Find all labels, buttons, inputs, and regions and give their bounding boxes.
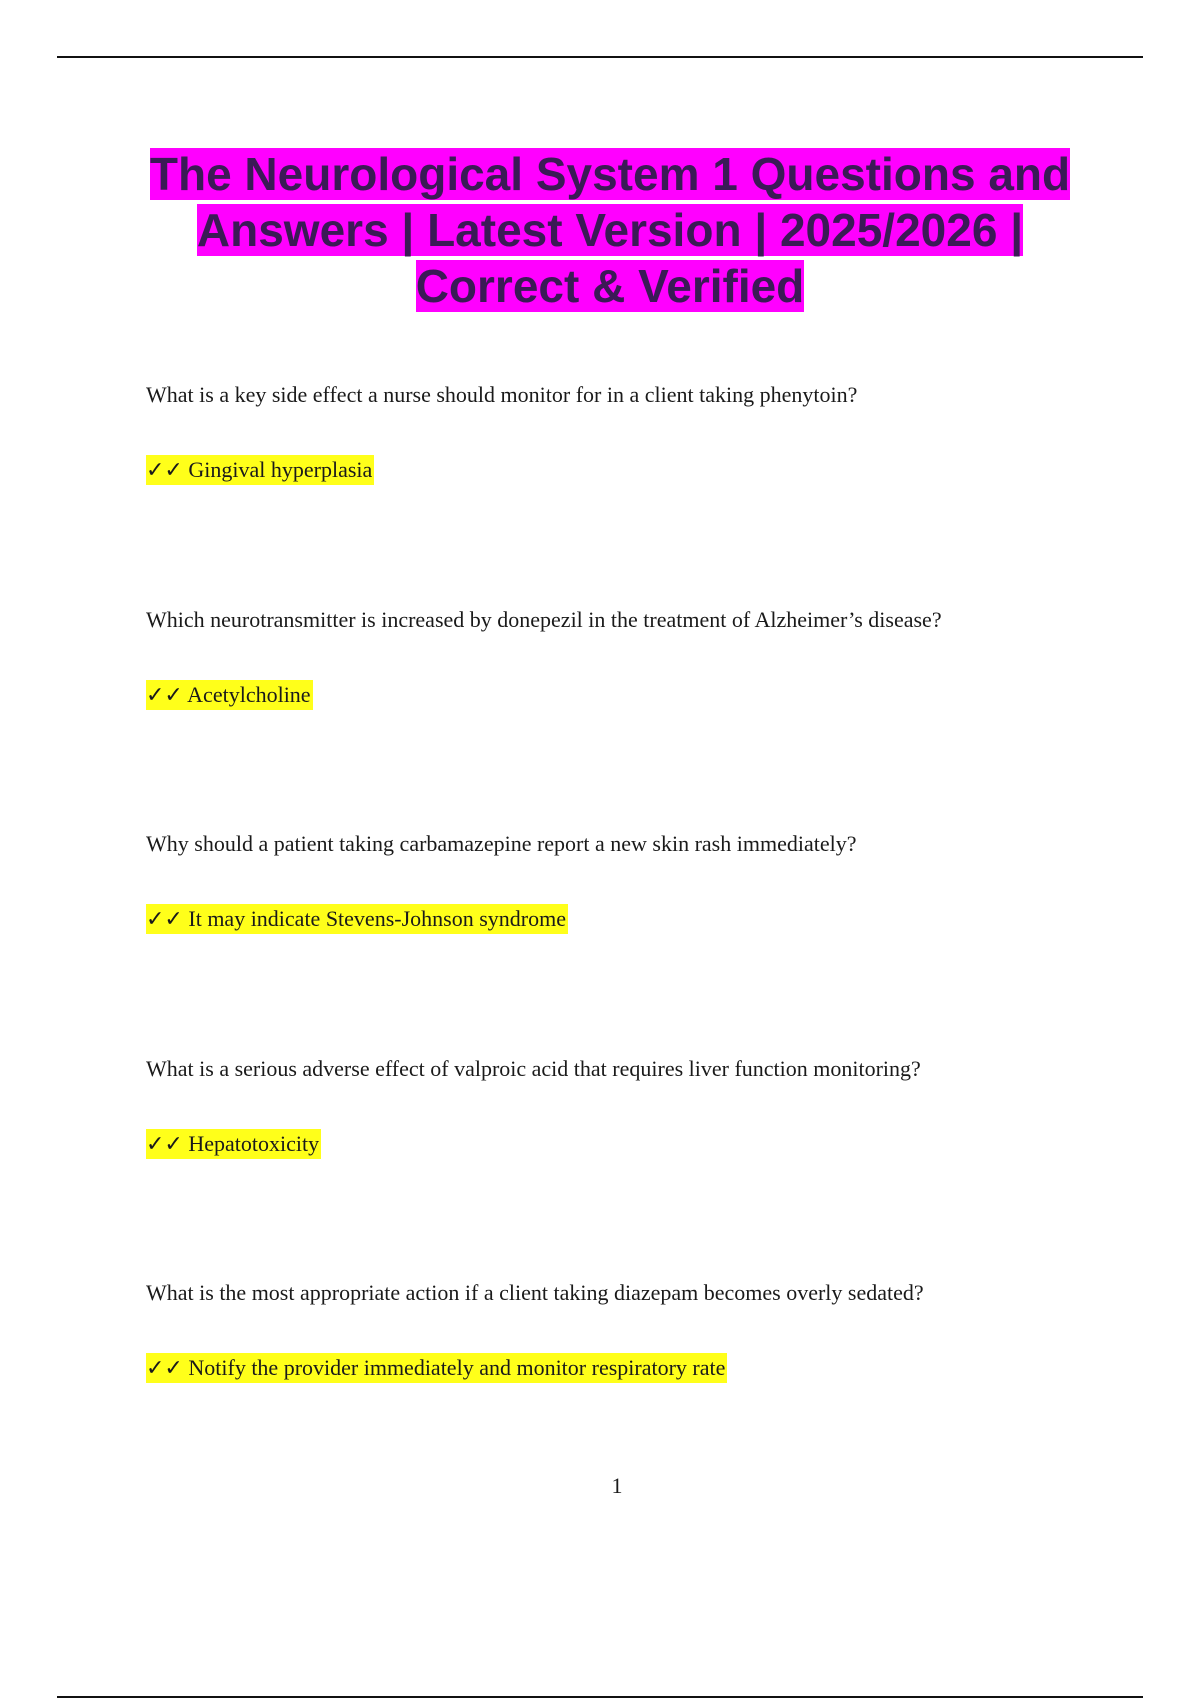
answer	[146, 903, 568, 936]
question-text: What is a serious adverse effect of valproic acid that requires liver function monitoring?	[146, 1056, 921, 1081]
answer-highlight	[146, 904, 568, 934]
top-rule	[57, 56, 1143, 58]
answer	[146, 454, 374, 487]
double-check-icon: ✓✓	[146, 1356, 183, 1381]
question-text: Which neurotransmitter is increased by donepezil in the treatment of Alzheimer’s disease?	[146, 607, 942, 632]
double-check-icon: ✓✓	[146, 1132, 183, 1157]
answer-highlight	[146, 1353, 727, 1383]
answer	[146, 1352, 727, 1385]
document-title-text: The Neurological System 1 Questions and Answers | Latest Version | 2025/2026 | Correct & Verified	[149, 148, 1071, 312]
qa-item	[146, 1278, 1106, 1381]
double-check-icon: ✓✓	[146, 683, 183, 708]
answer-text: Notify the provider immediately and monitor respiratory rate	[188, 1355, 726, 1380]
question-text: What is a key side effect a nurse should monitor for in a client taking phenytoin?	[146, 382, 858, 407]
qa-item	[146, 605, 1106, 708]
answer-highlight	[146, 455, 374, 485]
qa-item	[146, 1054, 1106, 1157]
document-title	[130, 146, 1090, 314]
answer-highlight	[146, 680, 313, 710]
question-text: Why should a patient taking carbamazepine report a new skin rash immediately?	[146, 831, 857, 856]
double-check-icon: ✓✓	[146, 907, 183, 932]
answer-text: Gingival hyperplasia	[188, 457, 373, 482]
answer	[146, 679, 313, 712]
page-number: 1	[611, 1473, 623, 1498]
qa-item	[146, 829, 1106, 932]
answer-text: Acetylcholine	[187, 682, 311, 707]
double-check-icon: ✓✓	[146, 458, 183, 483]
qa-item	[146, 380, 1106, 483]
answer-text: Hepatotoxicity	[188, 1131, 320, 1156]
answer	[146, 1128, 321, 1161]
answer-highlight	[146, 1129, 321, 1159]
question-text: What is the most appropriate action if a client taking diazepam becomes overly sedated?	[146, 1280, 924, 1305]
answer-text: It may indicate Stevens-Johnson syndrome	[188, 906, 566, 931]
bottom-rule	[57, 1696, 1143, 1698]
